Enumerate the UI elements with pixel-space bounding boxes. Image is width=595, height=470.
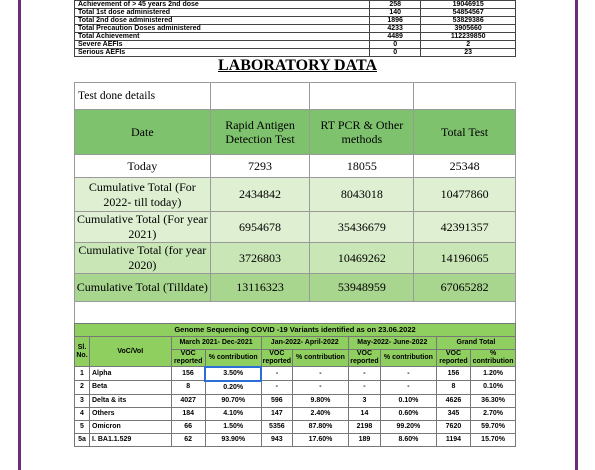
variant-row — [75, 394, 516, 407]
summary-label: Total Achievement — [75, 33, 370, 41]
genome-sequencing-table — [74, 323, 516, 447]
row-total: 10477860 — [414, 178, 516, 212]
pct-contribution-header: % contribution — [293, 350, 349, 367]
voc-reported-cell: 943 — [261, 433, 293, 446]
summary-today: 4233 — [370, 25, 421, 33]
variant-name: Others — [90, 407, 172, 420]
lab-row-2020 — [75, 243, 516, 274]
summary-today: 0 — [370, 41, 421, 49]
summary-today: 4489 — [370, 33, 421, 41]
voc-reported-cell: 7620 — [436, 420, 470, 433]
variant-name: Alpha — [90, 367, 172, 381]
voc-reported-cell: - — [261, 367, 293, 381]
pct-contribution-cell: 59.70% — [471, 420, 516, 433]
row-total: 25348 — [414, 155, 516, 178]
row-rtpcr: 10469262 — [310, 243, 414, 274]
voc-reported-cell: 156 — [171, 367, 205, 381]
row-date: Cumulative Total (For year 2021) — [75, 212, 211, 243]
genome-title-row — [75, 324, 516, 337]
empty-cell — [310, 83, 414, 110]
row-date: Cumulative Total (for year 2020) — [75, 243, 211, 274]
row-total: 14196065 — [414, 243, 516, 274]
pct-contribution-cell: 0.60% — [381, 407, 437, 420]
variant-sl-no: 4 — [75, 407, 90, 420]
summary-row — [75, 1, 516, 9]
period-header: Jan-2022- April-2022 — [261, 337, 348, 350]
voc-reported-header: VOC reported — [436, 350, 470, 367]
voc-reported-cell: 3 — [348, 394, 380, 407]
row-rtpcr: 18055 — [310, 155, 414, 178]
summary-cumulative: 53829386 — [421, 17, 516, 25]
variant-name: Delta & its — [90, 394, 172, 407]
genome-title: Genome Sequencing COVID -19 Variants identified as on 23.06.2022 — [75, 324, 516, 337]
pct-contribution-cell: - — [381, 367, 437, 381]
voc-reported-header: VOC reported — [262, 350, 292, 365]
voc-reported-cell: - — [348, 367, 380, 381]
period-header: May-2022- June-2022 — [348, 337, 436, 350]
vaccination-summary-table — [74, 0, 516, 57]
pct-contribution-cell: 2.40% — [293, 407, 349, 420]
genome-period-row — [75, 337, 516, 350]
row-total: 67065282 — [414, 274, 516, 302]
row-date: Today — [75, 155, 211, 178]
variant-name: Beta — [90, 381, 172, 395]
summary-row — [75, 25, 516, 33]
pct-contribution-cell: 93.90% — [205, 433, 261, 446]
pct-contribution-cell: 0.10% — [381, 394, 437, 407]
summary-row — [75, 33, 516, 41]
voc-reported-cell: 66 — [171, 420, 205, 433]
voc-voi-header: VoC/VoI — [90, 337, 172, 367]
header-rtpcr: RT PCR & Other methods — [310, 110, 414, 155]
row-rapid: 3726803 — [210, 243, 310, 274]
summary-row — [75, 49, 516, 57]
summary-label: Severe AEFIs — [75, 41, 370, 49]
row-rapid: 2434842 — [210, 178, 310, 212]
empty-cell — [75, 302, 516, 325]
summary-label: Total 1st dose administered — [75, 9, 370, 17]
voc-reported-header: VOC reported — [171, 350, 205, 367]
pct-contribution-cell: 3.50% — [205, 367, 261, 381]
pct-contribution-cell: 99.20% — [381, 420, 437, 433]
pct-contribution-cell: - — [293, 381, 349, 395]
voc-reported-header: VOC reported — [350, 350, 379, 365]
variant-name: I. BA1.1.529 — [90, 433, 172, 446]
summary-label: Total 2nd dose administered — [75, 17, 370, 25]
laboratory-data-table — [74, 82, 516, 325]
voc-reported-cell: 8 — [436, 381, 470, 395]
pct-contribution-cell: 87.80% — [293, 420, 349, 433]
empty-cell — [210, 83, 310, 110]
voc-reported-cell: 14 — [348, 407, 380, 420]
variant-row — [75, 381, 516, 395]
lab-row-tilldate — [75, 274, 516, 302]
voc-reported-cell: 184 — [171, 407, 205, 420]
summary-row — [75, 9, 516, 17]
lab-row-2021 — [75, 212, 516, 243]
pct-contribution-cell: 90.70% — [205, 394, 261, 407]
summary-cumulative: 23 — [421, 49, 516, 57]
pct-contribution-cell: 0.20% — [205, 381, 261, 395]
pct-contribution-cell: 17.60% — [293, 433, 349, 446]
pct-contribution-header: % contribution — [471, 350, 516, 367]
lab-header-row — [75, 110, 516, 155]
variant-sl-no: 1 — [75, 367, 90, 381]
pct-contribution-cell: - — [293, 367, 349, 381]
pct-contribution-cell: 0.10% — [471, 381, 516, 395]
voc-reported-cell: 2198 — [348, 420, 380, 433]
summary-row — [75, 41, 516, 49]
pct-contribution-cell: 15.70% — [471, 433, 516, 446]
period-header: Grand Total — [436, 337, 515, 350]
variant-sl-no: 5 — [75, 420, 90, 433]
summary-label: Achievement of > 45 years 2nd dose — [75, 1, 370, 9]
voc-reported-cell: 156 — [436, 367, 470, 381]
row-rtpcr: 53948959 — [310, 274, 414, 302]
variant-sl-no: 3 — [75, 394, 90, 407]
summary-today: 1896 — [370, 17, 421, 25]
voc-reported-cell: - — [348, 381, 380, 395]
pct-contribution-cell: 1.20% — [471, 367, 516, 381]
pct-contribution-cell: 4.10% — [205, 407, 261, 420]
summary-label: Total Precaution Doses administered — [75, 25, 370, 33]
row-rtpcr: 35436679 — [310, 212, 414, 243]
variant-sl-no: 2 — [75, 381, 90, 395]
summary-today: 258 — [370, 1, 421, 9]
voc-reported-cell: 345 — [436, 407, 470, 420]
voc-reported-cell: - — [261, 381, 293, 395]
sl-no-header: Sl. No. — [75, 337, 90, 367]
test-done-details-row — [75, 83, 516, 110]
summary-cumulative: 2 — [421, 41, 516, 49]
row-total: 42391357 — [414, 212, 516, 243]
voc-reported-cell: 1194 — [436, 433, 470, 446]
summary-cumulative: 19046915 — [421, 1, 516, 9]
row-date: Cumulative Total (Tilldate) — [75, 274, 211, 302]
voc-reported-cell: 189 — [348, 433, 380, 446]
header-rapid-antigen: Rapid Antigen Detection Test — [210, 110, 310, 155]
variant-row — [75, 420, 516, 433]
summary-cumulative: 112239850 — [421, 33, 516, 41]
pct-contribution-cell: 1.50% — [205, 420, 261, 433]
voc-reported-cell: 8 — [171, 381, 205, 395]
row-rapid: 6954678 — [210, 212, 310, 243]
pct-contribution-cell: 36.30% — [471, 394, 516, 407]
row-rapid: 7293 — [210, 155, 310, 178]
period-header: March 2021- Dec-2021 — [171, 337, 261, 350]
voc-reported-cell: 4626 — [436, 394, 470, 407]
pct-contribution-cell: 8.60% — [381, 433, 437, 446]
voc-reported-cell: 147 — [261, 407, 293, 420]
row-date: Cumulative Total (For 2022- till today) — [75, 178, 211, 212]
empty-cell — [414, 83, 516, 110]
voc-reported-cell: 62 — [171, 433, 205, 446]
voc-reported-cell: 596 — [261, 394, 293, 407]
pct-contribution-header: % contribution — [205, 350, 261, 367]
variant-row — [75, 433, 516, 446]
variant-row — [75, 407, 516, 420]
summary-today: 140 — [370, 9, 421, 17]
summary-cumulative: 3905660 — [421, 25, 516, 33]
voc-reported-cell: 4027 — [171, 394, 205, 407]
voc-reported-cell: 5356 — [261, 420, 293, 433]
header-total-test: Total Test — [414, 110, 516, 155]
summary-label: Serious AEFIs — [75, 49, 370, 57]
summary-row — [75, 17, 516, 25]
row-rapid: 13116323 — [210, 274, 310, 302]
pct-contribution-cell: 9.80% — [293, 394, 349, 407]
variant-row — [75, 367, 516, 381]
pct-contribution-header: % contribution — [381, 350, 437, 367]
pct-contribution-cell: - — [381, 381, 437, 395]
summary-cumulative: 54854567 — [421, 9, 516, 17]
summary-today: 0 — [370, 49, 421, 57]
header-date: Date — [75, 110, 211, 155]
pct-contribution-cell: 2.70% — [471, 407, 516, 420]
lab-row-today — [75, 155, 516, 178]
laboratory-data-title: LABORATORY DATA — [217, 57, 377, 74]
test-done-details-caption: Test done details — [75, 83, 211, 110]
variant-name: Omicron — [90, 420, 172, 433]
variant-sl-no: 5a — [75, 433, 90, 446]
row-rtpcr: 8043018 — [310, 178, 414, 212]
lab-row-2022 — [75, 178, 516, 212]
lab-empty-row — [75, 302, 516, 325]
